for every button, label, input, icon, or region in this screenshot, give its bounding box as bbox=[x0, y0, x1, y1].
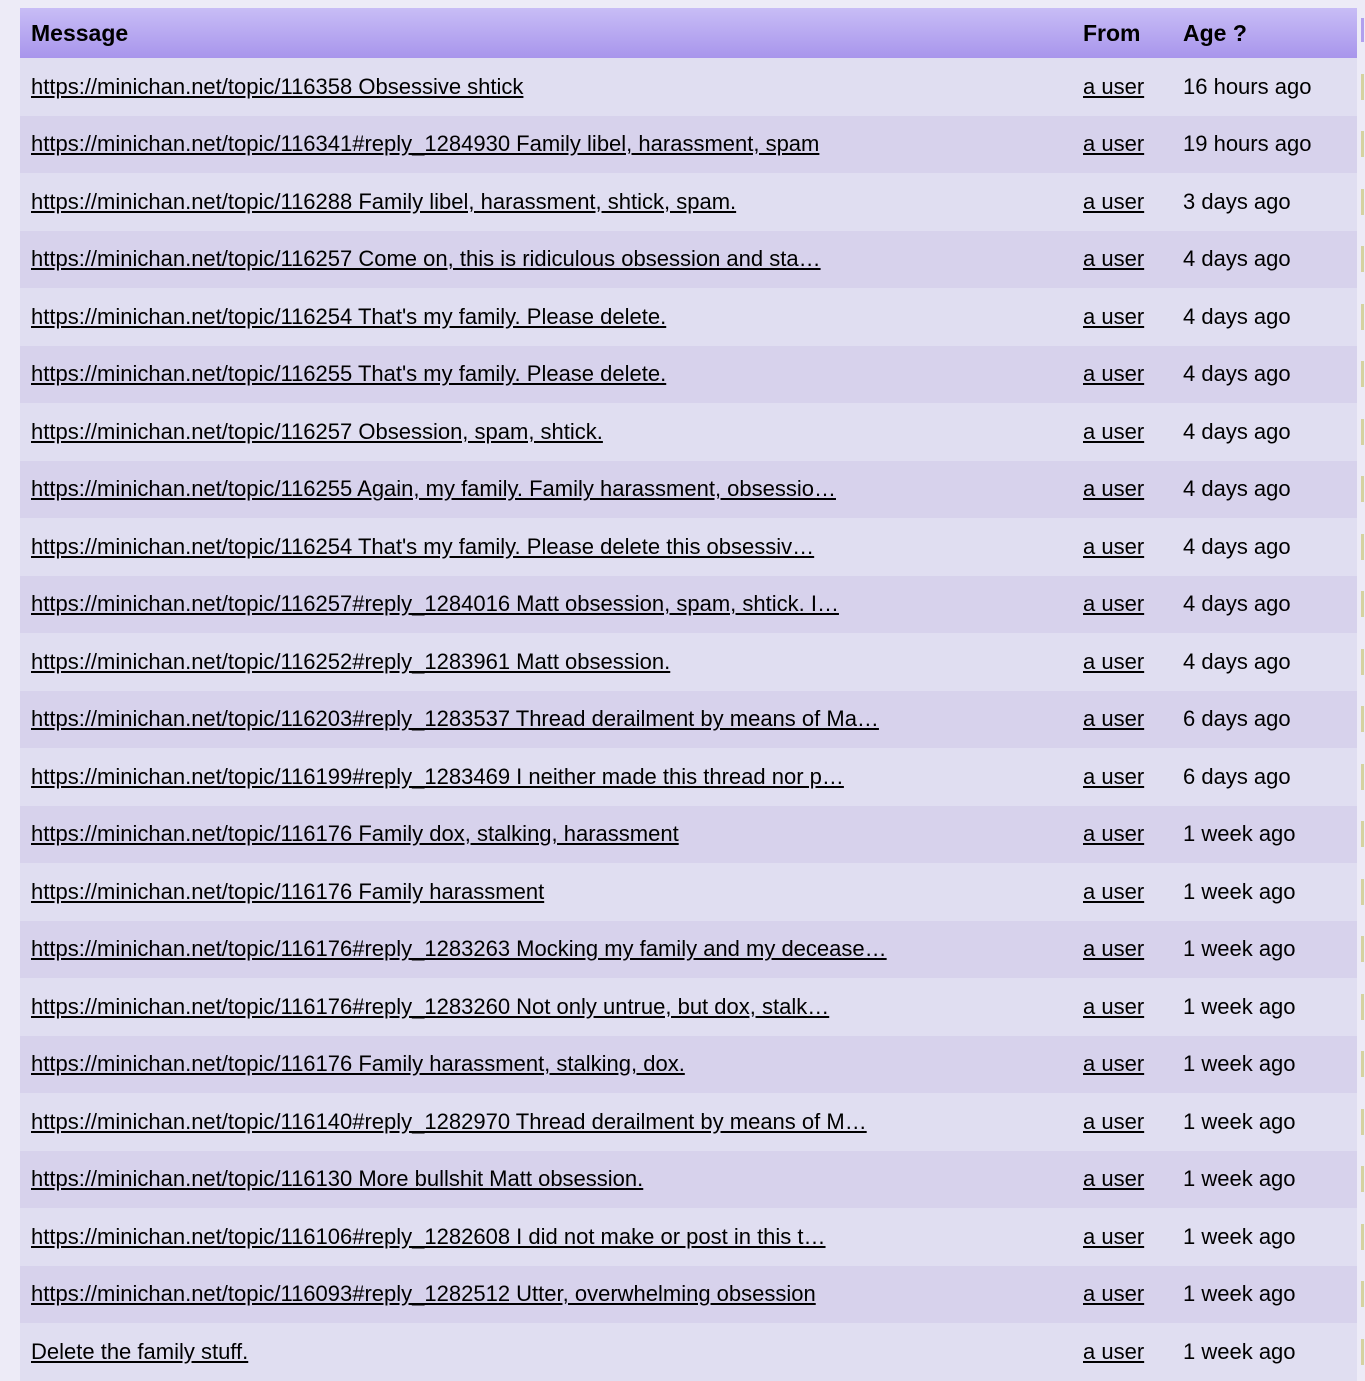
message-link[interactable]: https://minichan.net/topic/116199#reply_1283469 I neither made this thread nor p… bbox=[31, 763, 844, 789]
message-link[interactable]: https://minichan.net/topic/116257 Obsession, spam, shtick. bbox=[31, 418, 603, 444]
table-row bbox=[20, 1151, 1357, 1209]
from-user-link[interactable]: a user bbox=[1083, 418, 1145, 444]
clipped-adjacent-content-sliver bbox=[1361, 1051, 1364, 1077]
clipped-adjacent-content-sliver bbox=[1361, 821, 1364, 847]
age-cell: 1 week ago bbox=[1183, 1166, 1296, 1192]
clipped-adjacent-content-sliver bbox=[1361, 1339, 1364, 1365]
message-link[interactable]: https://minichan.net/topic/116341#reply_1284930 Family libel, harassment, spam bbox=[31, 131, 820, 157]
message-cell bbox=[20, 821, 1083, 847]
age-cell: 1 week ago bbox=[1183, 993, 1296, 1019]
age-cell: 1 week ago bbox=[1183, 1223, 1296, 1249]
from-user-link[interactable]: a user bbox=[1083, 936, 1145, 962]
message-link[interactable]: https://minichan.net/topic/116176 Family harassment bbox=[31, 878, 545, 904]
clipped-adjacent-content-sliver bbox=[1361, 361, 1364, 387]
message-cell bbox=[20, 879, 1083, 905]
from-user-link[interactable]: a user bbox=[1083, 591, 1145, 617]
clipped-adjacent-content-sliver bbox=[1361, 1109, 1364, 1135]
clipped-adjacent-content-sliver bbox=[1361, 476, 1364, 502]
clipped-adjacent-content-sliver bbox=[1361, 246, 1364, 272]
clipped-adjacent-content-sliver bbox=[1361, 419, 1364, 445]
message-link[interactable]: https://minichan.net/topic/116255 That's my family. Please delete. bbox=[31, 361, 667, 387]
table-row bbox=[20, 1093, 1357, 1151]
from-cell bbox=[1083, 304, 1183, 330]
table-row bbox=[20, 58, 1357, 116]
from-user-link[interactable]: a user bbox=[1083, 1223, 1145, 1249]
message-link[interactable]: https://minichan.net/topic/116254 That's my family. Please delete this obsessiv… bbox=[31, 533, 815, 559]
message-link[interactable]: https://minichan.net/topic/116140#reply_1282970 Thread derailment by means of M… bbox=[31, 1108, 867, 1134]
clipped-adjacent-content-sliver bbox=[1361, 18, 1364, 42]
message-link[interactable]: https://minichan.net/topic/116106#reply_1282608 I did not make or post in this t… bbox=[31, 1223, 826, 1249]
table-row bbox=[20, 116, 1357, 174]
from-user-link[interactable]: a user bbox=[1083, 246, 1145, 272]
from-user-link[interactable]: a user bbox=[1083, 1051, 1145, 1077]
from-cell bbox=[1083, 1166, 1183, 1192]
message-link[interactable]: https://minichan.net/topic/116093#reply_1282512 Utter, overwhelming obsession bbox=[31, 1281, 816, 1307]
from-user-link[interactable]: a user bbox=[1083, 1338, 1145, 1364]
message-cell bbox=[20, 649, 1083, 675]
from-cell bbox=[1083, 1109, 1183, 1135]
clipped-adjacent-content-sliver bbox=[1361, 591, 1364, 617]
from-user-link[interactable]: a user bbox=[1083, 303, 1145, 329]
age-cell: 4 days ago bbox=[1183, 361, 1291, 387]
message-link[interactable]: https://minichan.net/topic/116288 Family libel, harassment, shtick, spam. bbox=[31, 188, 737, 214]
age-cell: 4 days ago bbox=[1183, 533, 1291, 559]
age-cell: 1 week ago bbox=[1183, 1338, 1296, 1364]
table-row bbox=[20, 403, 1357, 461]
table-body bbox=[20, 58, 1357, 1381]
message-cell bbox=[20, 1109, 1083, 1135]
table-row bbox=[20, 748, 1357, 806]
message-cell bbox=[20, 189, 1083, 215]
from-user-link[interactable]: a user bbox=[1083, 706, 1145, 732]
from-cell bbox=[1083, 189, 1183, 215]
from-user-link[interactable]: a user bbox=[1083, 1108, 1145, 1134]
from-cell bbox=[1083, 591, 1183, 617]
age-cell: 4 days ago bbox=[1183, 591, 1291, 617]
from-user-link[interactable]: a user bbox=[1083, 1281, 1145, 1307]
message-cell bbox=[20, 74, 1083, 100]
table-row bbox=[20, 173, 1357, 231]
column-header-age: Age ? bbox=[1183, 19, 1247, 46]
clipped-adjacent-content-sliver bbox=[1361, 131, 1364, 157]
from-cell bbox=[1083, 1281, 1183, 1307]
from-cell bbox=[1083, 764, 1183, 790]
from-user-link[interactable]: a user bbox=[1083, 1166, 1145, 1192]
table-row bbox=[20, 1036, 1357, 1094]
clipped-adjacent-content-sliver bbox=[1361, 189, 1364, 215]
message-link[interactable]: https://minichan.net/topic/116254 That's my family. Please delete. bbox=[31, 303, 667, 329]
from-cell bbox=[1083, 419, 1183, 445]
clipped-adjacent-content-sliver bbox=[1361, 764, 1364, 790]
age-cell: 4 days ago bbox=[1183, 648, 1291, 674]
message-cell bbox=[20, 1224, 1083, 1250]
from-cell bbox=[1083, 706, 1183, 732]
from-user-link[interactable]: a user bbox=[1083, 821, 1145, 847]
message-link[interactable]: https://minichan.net/topic/116176 Family dox, stalking, harassment bbox=[31, 821, 679, 847]
table-row bbox=[20, 863, 1357, 921]
table-row bbox=[20, 921, 1357, 979]
clipped-adjacent-content-sliver bbox=[1361, 1224, 1364, 1250]
table-row bbox=[20, 691, 1357, 749]
column-header-from: From bbox=[1083, 19, 1141, 46]
age-cell: 4 days ago bbox=[1183, 246, 1291, 272]
message-cell bbox=[20, 476, 1083, 502]
from-cell bbox=[1083, 476, 1183, 502]
from-cell bbox=[1083, 879, 1183, 905]
from-cell bbox=[1083, 1051, 1183, 1077]
from-user-link[interactable]: a user bbox=[1083, 533, 1145, 559]
table-row bbox=[20, 1208, 1357, 1266]
message-link[interactable]: https://minichan.net/topic/116257#reply_1284016 Matt obsession, spam, shtick. I… bbox=[31, 591, 839, 617]
age-cell: 6 days ago bbox=[1183, 763, 1291, 789]
from-user-link[interactable]: a user bbox=[1083, 878, 1145, 904]
clipped-adjacent-content-sliver bbox=[1361, 936, 1364, 962]
message-link[interactable]: https://minichan.net/topic/116130 More bullshit Matt obsession. bbox=[31, 1166, 644, 1192]
from-cell bbox=[1083, 821, 1183, 847]
table-row bbox=[20, 576, 1357, 634]
message-cell bbox=[20, 304, 1083, 330]
message-cell bbox=[20, 1339, 1083, 1365]
table-row bbox=[20, 461, 1357, 519]
age-cell: 1 week ago bbox=[1183, 1051, 1296, 1077]
age-cell: 4 days ago bbox=[1183, 303, 1291, 329]
message-cell bbox=[20, 764, 1083, 790]
age-cell: 4 days ago bbox=[1183, 418, 1291, 444]
message-cell bbox=[20, 361, 1083, 387]
message-link[interactable]: https://minichan.net/topic/116358 Obsessive shtick bbox=[31, 73, 524, 99]
from-user-link[interactable]: a user bbox=[1083, 648, 1145, 674]
table-row bbox=[20, 978, 1357, 1036]
age-cell: 16 hours ago bbox=[1183, 73, 1312, 99]
table-row bbox=[20, 288, 1357, 346]
from-cell bbox=[1083, 649, 1183, 675]
table-header-row bbox=[20, 8, 1357, 58]
message-link[interactable]: https://minichan.net/topic/116176 Family harassment, stalking, dox. bbox=[31, 1051, 685, 1077]
clipped-adjacent-content-sliver bbox=[1361, 649, 1364, 675]
message-cell bbox=[20, 994, 1083, 1020]
table-row bbox=[20, 1323, 1357, 1381]
clipped-adjacent-content-sliver bbox=[1361, 879, 1364, 905]
message-link[interactable]: https://minichan.net/topic/116255 Again, my family. Family harassment, obsessio… bbox=[31, 476, 836, 502]
message-cell bbox=[20, 591, 1083, 617]
age-cell: 1 week ago bbox=[1183, 1108, 1296, 1134]
from-user-link[interactable]: a user bbox=[1083, 131, 1145, 157]
age-cell: 1 week ago bbox=[1183, 936, 1296, 962]
message-cell bbox=[20, 131, 1083, 157]
table-row bbox=[20, 806, 1357, 864]
from-cell bbox=[1083, 131, 1183, 157]
message-link[interactable]: https://minichan.net/topic/116257 Come on, this is ridiculous obsession and sta… bbox=[31, 246, 821, 272]
clipped-adjacent-content-sliver bbox=[1361, 304, 1364, 330]
from-cell bbox=[1083, 1224, 1183, 1250]
clipped-adjacent-content-sliver bbox=[1361, 994, 1364, 1020]
from-cell bbox=[1083, 936, 1183, 962]
from-cell bbox=[1083, 534, 1183, 560]
age-cell: 4 days ago bbox=[1183, 476, 1291, 502]
from-cell bbox=[1083, 361, 1183, 387]
clipped-adjacent-content-sliver bbox=[1361, 1166, 1364, 1192]
message-cell bbox=[20, 1051, 1083, 1077]
from-cell bbox=[1083, 246, 1183, 272]
table-row bbox=[20, 231, 1357, 289]
age-cell: 3 days ago bbox=[1183, 188, 1291, 214]
from-user-link[interactable]: a user bbox=[1083, 476, 1145, 502]
message-link[interactable]: https://minichan.net/topic/116176#reply_1283260 Not only untrue, but dox, stalk… bbox=[31, 993, 830, 1019]
message-cell bbox=[20, 246, 1083, 272]
from-user-link[interactable]: a user bbox=[1083, 763, 1145, 789]
age-cell: 1 week ago bbox=[1183, 878, 1296, 904]
age-cell: 1 week ago bbox=[1183, 821, 1296, 847]
clipped-adjacent-content-sliver bbox=[1361, 1281, 1364, 1307]
message-cell bbox=[20, 534, 1083, 560]
age-cell: 19 hours ago bbox=[1183, 131, 1312, 157]
clipped-adjacent-content-sliver bbox=[1361, 706, 1364, 732]
from-user-link[interactable]: a user bbox=[1083, 188, 1145, 214]
from-cell bbox=[1083, 74, 1183, 100]
message-link[interactable]: https://minichan.net/topic/116252#reply_1283961 Matt obsession. bbox=[31, 648, 671, 674]
message-cell bbox=[20, 1166, 1083, 1192]
clipped-adjacent-content-sliver bbox=[1361, 74, 1364, 100]
message-link[interactable]: https://minichan.net/topic/116176#reply_1283263 Mocking my family and my decease… bbox=[31, 936, 887, 962]
table-row bbox=[20, 346, 1357, 404]
message-cell bbox=[20, 1281, 1083, 1307]
column-header-message: Message bbox=[31, 19, 129, 46]
clipped-adjacent-content-sliver bbox=[1361, 534, 1364, 560]
message-link[interactable]: Delete the family stuff. bbox=[31, 1338, 249, 1364]
message-cell bbox=[20, 706, 1083, 732]
from-user-link[interactable]: a user bbox=[1083, 73, 1145, 99]
from-user-link[interactable]: a user bbox=[1083, 361, 1145, 387]
from-user-link[interactable]: a user bbox=[1083, 993, 1145, 1019]
message-cell bbox=[20, 419, 1083, 445]
from-cell bbox=[1083, 994, 1183, 1020]
table-row bbox=[20, 518, 1357, 576]
age-cell: 1 week ago bbox=[1183, 1281, 1296, 1307]
from-cell bbox=[1083, 1339, 1183, 1365]
message-cell bbox=[20, 936, 1083, 962]
report-table bbox=[20, 8, 1357, 1381]
table-row bbox=[20, 1266, 1357, 1324]
message-link[interactable]: https://minichan.net/topic/116203#reply_1283537 Thread derailment by means of Ma… bbox=[31, 706, 879, 732]
age-cell: 6 days ago bbox=[1183, 706, 1291, 732]
table-row bbox=[20, 633, 1357, 691]
